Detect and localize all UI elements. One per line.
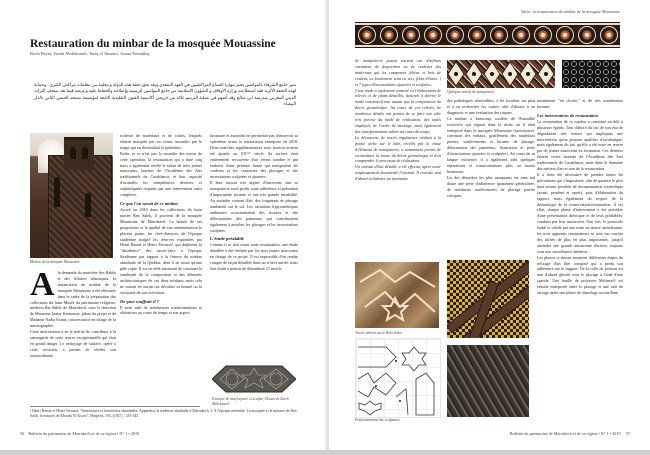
- carved-panel-photo: [447, 345, 529, 417]
- body-paragraph: Les photos ci-dessus montrent différentes étapes du refixage d'un filet composé qui a perdu son adhérence sur le support. De la colle de poisson est tout d'abord glissée sous le placage à l'aide d'une spatule. Une feuille de polyester Melinex® est ensuite interposée entre le placage et une cale de serrage après une phase de chauffage au soufflant: [537, 254, 623, 296]
- rosette-icon: [600, 26, 618, 44]
- body-paragraph: Ala demande du ministère des Habûs et des Affaires islamiques, la restauration du minbar de la mosquée Mouassine a été effectuée dans le cadre de la préparation des collections du futur Musée du patrimoine religieux, medersa Ibn Sâleh, de Marrakech, sous la direction de Monsieur Jaafar Kansoussi, pilote du projet et de Madame Nadia Erzini, conservatrice en charge de la muséographie.: [30, 266, 116, 329]
- rosette-icon: [512, 26, 530, 44]
- body-paragraph: Ce minbar a beaucoup souffert de l'humidité excessive qui régnait dans la niche où il était entreposé dans la mosquée Mouassine (moisissures, corrosion des métaux, gonflement des matériaux poreux, soulèvements et lacunes de placage, déformation des panneaux, fissuration et perte d'incrustations ajourées et sculptées). Au cours de sa longue existence, il a également subi quelques réparations et transformations plus ou moins heureuses.: [447, 115, 535, 174]
- left-column-3: [210, 133, 298, 272]
- right-page: [329, 0, 650, 450]
- footer-left: [20, 431, 139, 436]
- banner-border: [355, 45, 620, 47]
- minbar-tower: [64, 137, 94, 170]
- rosette-icon: [578, 26, 596, 44]
- rosette-icon: [556, 26, 574, 44]
- body-paragraph: Cette étude a également consisté en l'élaboration de relevés et de plans détaillés, destinés à décrire le mode constructif tout autant que la composition du décor géométrique. Au cours de ces relevés, de nombreux détails ont permis de se faire une idée très précise du mode de réalisation, des outils employés, de l'ordre de montage, mais également des transformations subies au cours du temps.: [355, 87, 441, 134]
- tracing-lines: [355, 262, 439, 328]
- body-paragraph: de marqueterie jouant souvent sur d'infimes variations de disposition ou de couleurs des matériaux qui les composent (ébène et bois de couleur, os localement teint en vert, filets d'étain...) et 7 types d'incrustations ajourées et sculptées.: [355, 58, 441, 87]
- right-column-2: [447, 98, 535, 198]
- body-paragraph: notamment "en cloche," et de très nombreuses lacunes.: [537, 98, 623, 109]
- body-paragraph: Un des désordres les plus marquants est sans nul doute une perte d'adhérence quasiment généralisée, de nombreux soulèvements de placage parties critiques,: [447, 174, 535, 198]
- body-paragraph: Il était surtout très urgent d'intervenir, tant sa marqueterie avait perdu toute adhérence et présentait d'importantes lacunes et une très grande instabilité. Au moindre courant d'air, des fragments de placage tombaient sur le sol. Les variations hygrométriques ambiantes occasionnaient des fissures et des déformations des panneaux qui contribuaient également à arracher les placages et les incrustations sculptées.: [210, 180, 298, 233]
- body-paragraph: Un constat d'état détaillé a été effectué après avoir soigneusement documenté l'existant. Il consiste tout d'abord à élaborer un inventaire: [355, 164, 441, 182]
- running-head: Varia: la restauration du minbar de la mosquée Mouassine: [521, 9, 620, 14]
- section-heading: Ce que l'on savait de ce minbar: [120, 200, 179, 206]
- minbar-window: [70, 147, 76, 159]
- page-number: 56: [20, 431, 25, 436]
- motif-caption: Exemple de motif ajouré et sculpté, Dessin de Zineb Abdelouarh: [212, 397, 289, 406]
- carved-motif-image: [212, 364, 296, 394]
- minbar-window: [82, 147, 88, 159]
- footer-right: [510, 431, 630, 436]
- rosette-icon: [490, 26, 508, 44]
- viewer-bottom-bar: [0, 450, 650, 455]
- marquetry-diamonds: [447, 60, 555, 88]
- body-paragraph: Il avait subi de nombreuses transformations et altérations au cours du temps et son aspect: [120, 304, 202, 316]
- right-column-3: [537, 98, 623, 296]
- marquetry-caption: Quelques motifs de marqueterie: [447, 90, 495, 94]
- minbar-window: [54, 177, 60, 207]
- drawing-caption: Positionnement des sculptures: [355, 418, 400, 422]
- marquetry-photo: [447, 60, 555, 88]
- section-heading: De quoi souffrait-il ?: [120, 298, 160, 304]
- arabic-abstract: منبر جامع الشرفاء بالمواسين يعتبر مهارة الصناع المراكشيين في العهد السعدي ويعد بحق تحفة هذه الدولة و معلمة من معلمات مراكش الكبرى . وحماية لهذه التحفة الأثرية فقد استطاعت وزارة الأوقاف و الشؤون الإسلامية من جامع المواسين لترميمه وإصلاحه والحفاظ عليه وعرضه فيما بعد بمتحف التراث الديني المغربي بمدرسة ابن صالح وقد أسهم في عملية الترميم ثلاثة من خريجي أكاديمية الفنون التقليدية التابعة لمؤسسة مسجد الحسن الثاني بالدار البيضاء: [34, 82, 296, 106]
- body-paragraph: lacunaire et assombri ne permettait pas d'entrevoir sa splendeur avant la restauration entreprise en 2018. Deux marches supplémentaires sous fronton avaient été ajoutés au XXᵉᵐᵉ siècle. Sa surface était entièrement recouverte d'un vernis sombre et par endroits d'une peinture brune qui masquaient les couleurs et les contrastes des placages et des incrustations sculptées et ajourées.: [210, 133, 298, 180]
- relief-tracing-photo: [355, 262, 439, 328]
- section-heading: Les interventions de restauration: [537, 112, 599, 118]
- body-paragraph: Cette intervention a eu le mérite de contribuer à la sauvegarde de cette œuvre exceptionnelle qui était en grand danger. Le nettoyage de surface, opéré à cette occasion, a permis de révéler son extraordinaire: [30, 329, 116, 358]
- banner-border: [355, 23, 620, 25]
- rosette-icon: [380, 26, 398, 44]
- marquetry-banner-image: [355, 22, 620, 48]
- rosette-icon: [402, 26, 420, 44]
- geometric-drawing: [356, 339, 440, 417]
- page-number: 57: [625, 431, 630, 436]
- body-paragraph: Comme il se doit avant toute restauration, une étude détaillée a été réalisée par les trois jeunes marocains en charge de ce projet. Il est impossible d'en rendre compte de façon détaillée dans un si bref article, mais leur étude a permis de dénombrer 21 motifs: [210, 242, 298, 272]
- relief-caption: Tracés relevés sur le Bois sèche: [355, 331, 402, 335]
- article-authors: Roch Payet, Zineb Abdelouarh, Tariq el Amrani, Anass Ennahbaj: [30, 51, 150, 56]
- star-panel-icon: [212, 364, 296, 394]
- body-paragraph: La découverte de tracés régulateurs réalisés à la pointe sèche sur le bâti, révélés par la chute d'éléments de marqueterie, a notamment permis de reconstituer la trame du décor géométrique et d'en comprendre le processus de réalisation.: [355, 134, 441, 164]
- left-column-1: [30, 266, 116, 359]
- left-page: [0, 0, 326, 450]
- body-paragraph: Il a donc été nécessaire de prendre toutes les précautions qui s'imposaient, afin de garantir le plus haut niveau possible de documentation scientifique (avant, pendant et après), puis d'élaboration du rapport, mais également du respect de la déontologie de la conservation-restauration. À cet effet, chaque phase d'intervention a été précédée d'une présentation théorique et de tests préalables, conduits par leur instructeur. Une fois, le protocole établi et validé par une mise en œuvre satisfaisante, les trois apprentis restaurateurs se sont vus confier des tâches de plus en plus importantes, jusqu'à atteindre une grande autonomie d'action, toujours sous une surveillance attentive.: [537, 171, 623, 254]
- black-white-pattern-image: [562, 60, 620, 88]
- left-column-2: [120, 133, 202, 316]
- rosette-icon: [468, 26, 486, 44]
- body-paragraph: Enfin, et ce n'est pas la moindre des vertus de cette opération, la restauration qui a duré cinq mois a également révélé le talent de trois jeunes marocains, lauréats de l'Académie des Arts traditionnels de Casablanca, et leur capacité d'assimiler les compétences diverses et sophistiquées requises par une intervention aussi complexe.: [120, 150, 202, 198]
- body-paragraph: La restauration de ce minbar a constitué un défi à plusieurs égards. Tout d'abord du fait de son état de dégradation très avancé qui impliquait une intervention qu'on pourrait qualifier d'acrobatique, mais également du fait qu'elle a été mise en œuvre par de jeunes marocains en formation. Ces derniers étaient certes lauréats de l'Académie des Arts traditionnels de Casablanca, mais dans le domaine des métiers d'art et non de la restauration.: [537, 118, 623, 172]
- body-paragraph: richesse de matériaux et de colors, lesquels étaient masqués par un vernis assombri par le temps qui en dissimulait la splendeur.: [120, 133, 202, 150]
- damaged-marquetry-photo: [447, 260, 529, 338]
- right-column-1: [355, 58, 441, 182]
- rosette-icon: [446, 26, 464, 44]
- minbar-window: [85, 193, 91, 217]
- article-title: Restauration du minbar de la mosquée Mouassine: [30, 38, 276, 50]
- footnote: ¹ Henri Basset et Henri Terrasse, "Sanctuaires et forteresses almohades, Appendice la tradition almohade à Marrakech, I. À l'époque mérinide. La mosquée et le minaret de Ben Salih, le minaret de Moulay El Ksour", Hespéris, VII, (1927) : 333-345.: [30, 409, 297, 418]
- rosette-icon: [424, 26, 442, 44]
- publication-name: Bulletin du patrimoine de Marrakech et de sa région • N° 1 • 2019: [28, 431, 140, 436]
- rosette-icon: [358, 26, 376, 44]
- rosette-icon: [534, 26, 552, 44]
- sculpture-positioning-drawing: [355, 338, 441, 418]
- publication-name: Bulletin du patrimoine de Marrakech et de sa région • N° 1 • 2019: [509, 431, 621, 436]
- body-paragraph: des pathologies observables, à les localiser sur plan et à en rechercher les causes, afin d'aboutir à un diagnostic et une évaluation des risques.: [447, 98, 535, 115]
- photo-caption: Minbar de la mosquée Mouassine: [30, 260, 80, 264]
- minbar-photo: [30, 133, 113, 258]
- drop-cap: A: [30, 266, 55, 303]
- body-paragraph: Arrivé en 2016 dans les collections du futur musée Ben Saleh, il provient de la mosquée Mouassine de Marrakech. La beauté de ses proportions et la qualité de son ornementation le placent parmi les chef-d'œuvres de l'époque saadienne malgré les réserves exprimées par Henri Basset et Henri Terrasse¹, qui déplorent la "décadence" des savoir-faire à l'époque Saadienne par rapport à la finesse du minbar almohade de la Qoubba, dont il ne serait qu'une pâle copie. Il est en effet saisissant de constater la similitude de la composition et des éléments architectoniques de ces deux minbars, mais cela ne saurait en aucun cas dévaluer sa beauté ou la virtuosité de son exécution.: [120, 206, 202, 295]
- section-heading: L'étude préalable: [210, 236, 244, 242]
- footnote-rule: [30, 406, 200, 407]
